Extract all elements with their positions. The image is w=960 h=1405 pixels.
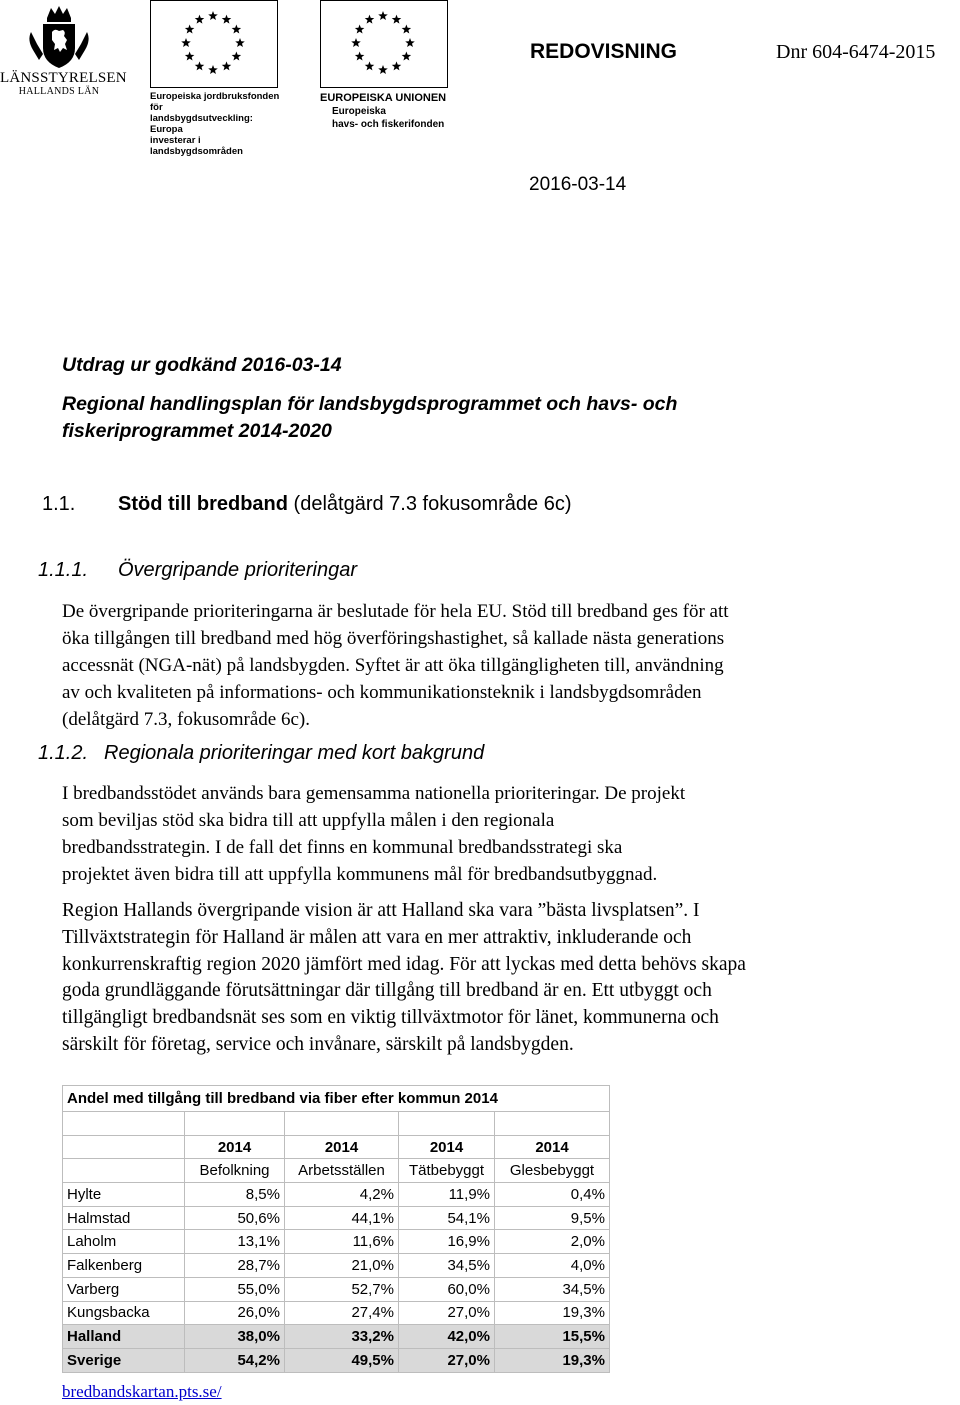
subsection-heading-2	[38, 742, 484, 765]
star-icon	[402, 52, 412, 61]
text-line: öka tillgången till bredband med hög överföringshastighet, så kallade nästa generations	[62, 628, 725, 649]
table-cell: 0,4%	[495, 1183, 610, 1207]
table-cell: 11,6%	[285, 1230, 399, 1254]
column-header: Glesbebyggt	[495, 1159, 610, 1183]
table-cell: 21,0%	[285, 1254, 399, 1278]
broadband-table	[62, 1085, 610, 1373]
star-icon	[208, 11, 218, 20]
star-icon	[195, 61, 205, 70]
table-cell: 2,0%	[495, 1230, 610, 1254]
coat-of-arms-icon	[23, 4, 95, 70]
table-cell: 60,0%	[399, 1277, 495, 1301]
text-line: Region Hallands övergripande vision är att Halland ska vara ”bästa livsplatsen”. I	[62, 900, 700, 921]
table-cell: 49,5%	[285, 1348, 399, 1372]
column-header: Arbetsställen	[285, 1159, 399, 1183]
star-icon	[208, 65, 218, 74]
text-line: tillgängligt bredbandsnät ses som en viktig tillväxtmotor för länet, kommunerna och	[62, 1007, 719, 1029]
text-line: bredbandsstrategin. I de fall det finns en kommunal bredbandsstrategi ska	[62, 837, 623, 858]
municipality-name: Kungsbacka	[63, 1301, 185, 1325]
column-year: 2014	[399, 1135, 495, 1159]
municipality-name: Halmstad	[63, 1206, 185, 1230]
table-cell: 16,9%	[399, 1230, 495, 1254]
table-spacer-row	[63, 1112, 610, 1136]
lansstyrelsen-name: LÄNSSTYRELSEN	[0, 70, 127, 86]
star-icon	[392, 61, 402, 70]
table-cell: 54,2%	[185, 1348, 285, 1372]
column-year: 2014	[185, 1135, 285, 1159]
star-icon	[378, 11, 388, 20]
table-row	[63, 1277, 610, 1301]
municipality-name: Hylte	[63, 1183, 185, 1207]
intro-line: Regional handlingsplan för landsbygdsprogrammet och havs- och	[62, 393, 678, 415]
table-cell: 28,7%	[185, 1254, 285, 1278]
table-cell: 33,2%	[285, 1325, 399, 1349]
subsection-number: 1.1.2.	[38, 742, 89, 764]
subsection-heading-1	[38, 559, 357, 582]
table-cell: 38,0%	[185, 1325, 285, 1349]
eu-flag-icon	[320, 0, 448, 88]
text-line: Tillväxtstrategin för Halland är målen att vara en mer attraktiv, inkluderande och	[62, 926, 692, 948]
star-icon	[222, 61, 232, 70]
star-icon	[355, 52, 365, 61]
table-cell: 27,0%	[399, 1348, 495, 1372]
star-icon	[185, 25, 195, 34]
eu-logo1-line: investerar i landsbygdsområden	[150, 135, 243, 157]
table-row	[63, 1301, 610, 1325]
region-name: Halland	[63, 1325, 185, 1349]
table-cell: 27,4%	[285, 1301, 399, 1325]
star-icon	[378, 65, 388, 74]
table-cell: 19,3%	[495, 1348, 610, 1372]
text-line: I bredbandsstödet används bara gemensamma nationella prioriteringar. De projekt	[62, 783, 686, 804]
vision-paragraph	[62, 898, 746, 1059]
subsection-title: Regionala prioriteringar med kort bakgrund	[104, 742, 485, 764]
text-line: goda grundläggande förutsättningar där tillgång till bredband är en. Ett utbyggt och	[62, 980, 712, 1002]
document-type: REDOVISNING	[530, 40, 678, 63]
region-name: Sverige	[63, 1348, 185, 1372]
eu-logo2-line: havs- och fiskerifonden	[332, 119, 445, 130]
eu-flag-icon	[150, 0, 278, 88]
intro-line: fiskeriprogrammet 2014-2020	[62, 420, 332, 442]
lansstyrelsen-sub: HALLANDS LÄN	[18, 86, 100, 97]
text-line: särskilt för företag, service och invånare, särskilt på landsbygden.	[62, 1033, 574, 1055]
table-cell: 54,1%	[399, 1206, 495, 1230]
table-row	[63, 1183, 610, 1207]
subsection-number: 1.1.1.	[38, 559, 89, 581]
text-line: av och kvaliteten på informations- och kommunikationsteknik i landsbygdsområden	[62, 682, 702, 703]
table-cell: 52,7%	[285, 1277, 399, 1301]
column-header: Tätbebyggt	[399, 1159, 495, 1183]
text-line: accessnät (NGA-nät) på landsbygden. Syftet är att öka tillgängligheten till, användning	[62, 655, 724, 676]
table-total-row	[63, 1348, 610, 1372]
star-icon	[405, 38, 415, 47]
table-cell: 44,1%	[285, 1206, 399, 1230]
star-icon	[355, 25, 365, 34]
text-line: som beviljas stöd ska bidra till att uppfylla målen i den regionala	[62, 810, 555, 831]
table-total-row	[63, 1325, 610, 1349]
text-line: konkurrenskraftig region 2020 jämfört med idag. För att lyckas med detta behövs skapa	[62, 953, 746, 975]
subsection-2-text	[62, 780, 685, 888]
star-icon	[181, 38, 191, 47]
star-icon	[392, 15, 402, 24]
table-cell: 26,0%	[185, 1301, 285, 1325]
eu-logo1-line: Europeiska jordbruksfonden för	[150, 91, 280, 113]
star-icon	[365, 15, 375, 24]
table-cell: 50,6%	[185, 1206, 285, 1230]
table-cell: 55,0%	[185, 1277, 285, 1301]
table-title-row	[63, 1086, 610, 1112]
star-icon	[232, 25, 242, 34]
eu-logo2-line: Europeiska	[332, 106, 386, 117]
source-link[interactable]: bredbandskartan.pts.se/	[62, 1382, 222, 1401]
table-cell: 27,0%	[399, 1301, 495, 1325]
lansstyrelsen-logo	[0, 4, 127, 98]
eu-logo1-line: landsbygdsutveckling: Europa	[150, 113, 253, 135]
table-cell: 8,5%	[185, 1183, 285, 1207]
municipality-name: Laholm	[63, 1230, 185, 1254]
section-heading	[42, 493, 572, 516]
diary-number: Dnr 604-6474-2015	[776, 41, 936, 63]
municipality-name: Falkenberg	[63, 1254, 185, 1278]
table-cell: 34,5%	[399, 1254, 495, 1278]
text-line: (delåtgärd 7.3, fokusområde 6c).	[62, 709, 310, 730]
eu-fish-fund-logo	[320, 0, 452, 131]
text-line: De övergripande prioriteringarna är beslutade för hela EU. Stöd till bredband ges för att	[62, 601, 729, 622]
table-row	[63, 1206, 610, 1230]
star-icon	[185, 52, 195, 61]
section-title-rest: (delåtgärd 7.3 fokusområde 6c)	[288, 493, 572, 515]
star-icon	[235, 38, 245, 47]
table-cell: 4,0%	[495, 1254, 610, 1278]
municipality-name: Varberg	[63, 1277, 185, 1301]
star-icon	[402, 25, 412, 34]
table-row	[63, 1230, 610, 1254]
table-year-row	[63, 1135, 610, 1159]
table-cell: 19,3%	[495, 1301, 610, 1325]
star-icon	[195, 15, 205, 24]
table-cell: 34,5%	[495, 1277, 610, 1301]
table-cell: 11,9%	[399, 1183, 495, 1207]
subsection-1-text	[62, 598, 729, 733]
star-icon	[232, 52, 242, 61]
subsection-title: Övergripande prioriteringar	[118, 559, 358, 581]
column-year: 2014	[285, 1135, 399, 1159]
text-line: projektet även bidra till att uppfylla kommunens mål för bredbandsutbyggnad.	[62, 864, 658, 885]
section-title-bold: Stöd till bredband	[118, 493, 288, 515]
star-icon	[351, 38, 361, 47]
table-cell: 9,5%	[495, 1206, 610, 1230]
star-icon	[365, 61, 375, 70]
table-cell: 15,5%	[495, 1325, 610, 1349]
table-row	[63, 1254, 610, 1278]
eu-agri-fund-logo	[150, 0, 282, 157]
column-year: 2014	[495, 1135, 610, 1159]
section-number: 1.1.	[42, 493, 76, 515]
star-icon	[222, 15, 232, 24]
table-cell: 42,0%	[399, 1325, 495, 1349]
table-header-row	[63, 1159, 610, 1183]
column-header: Befolkning	[185, 1159, 285, 1183]
table-cell: 13,1%	[185, 1230, 285, 1254]
table-title: Andel med tillgång till bredband via fiber efter kommun 2014	[63, 1086, 610, 1112]
document-date: 2016-03-14	[529, 174, 627, 195]
intro-line: Utdrag ur godkänd 2016-03-14	[62, 354, 342, 376]
eu-logo2-line: EUROPEISKA UNIONEN	[320, 92, 447, 104]
table-cell: 4,2%	[285, 1183, 399, 1207]
